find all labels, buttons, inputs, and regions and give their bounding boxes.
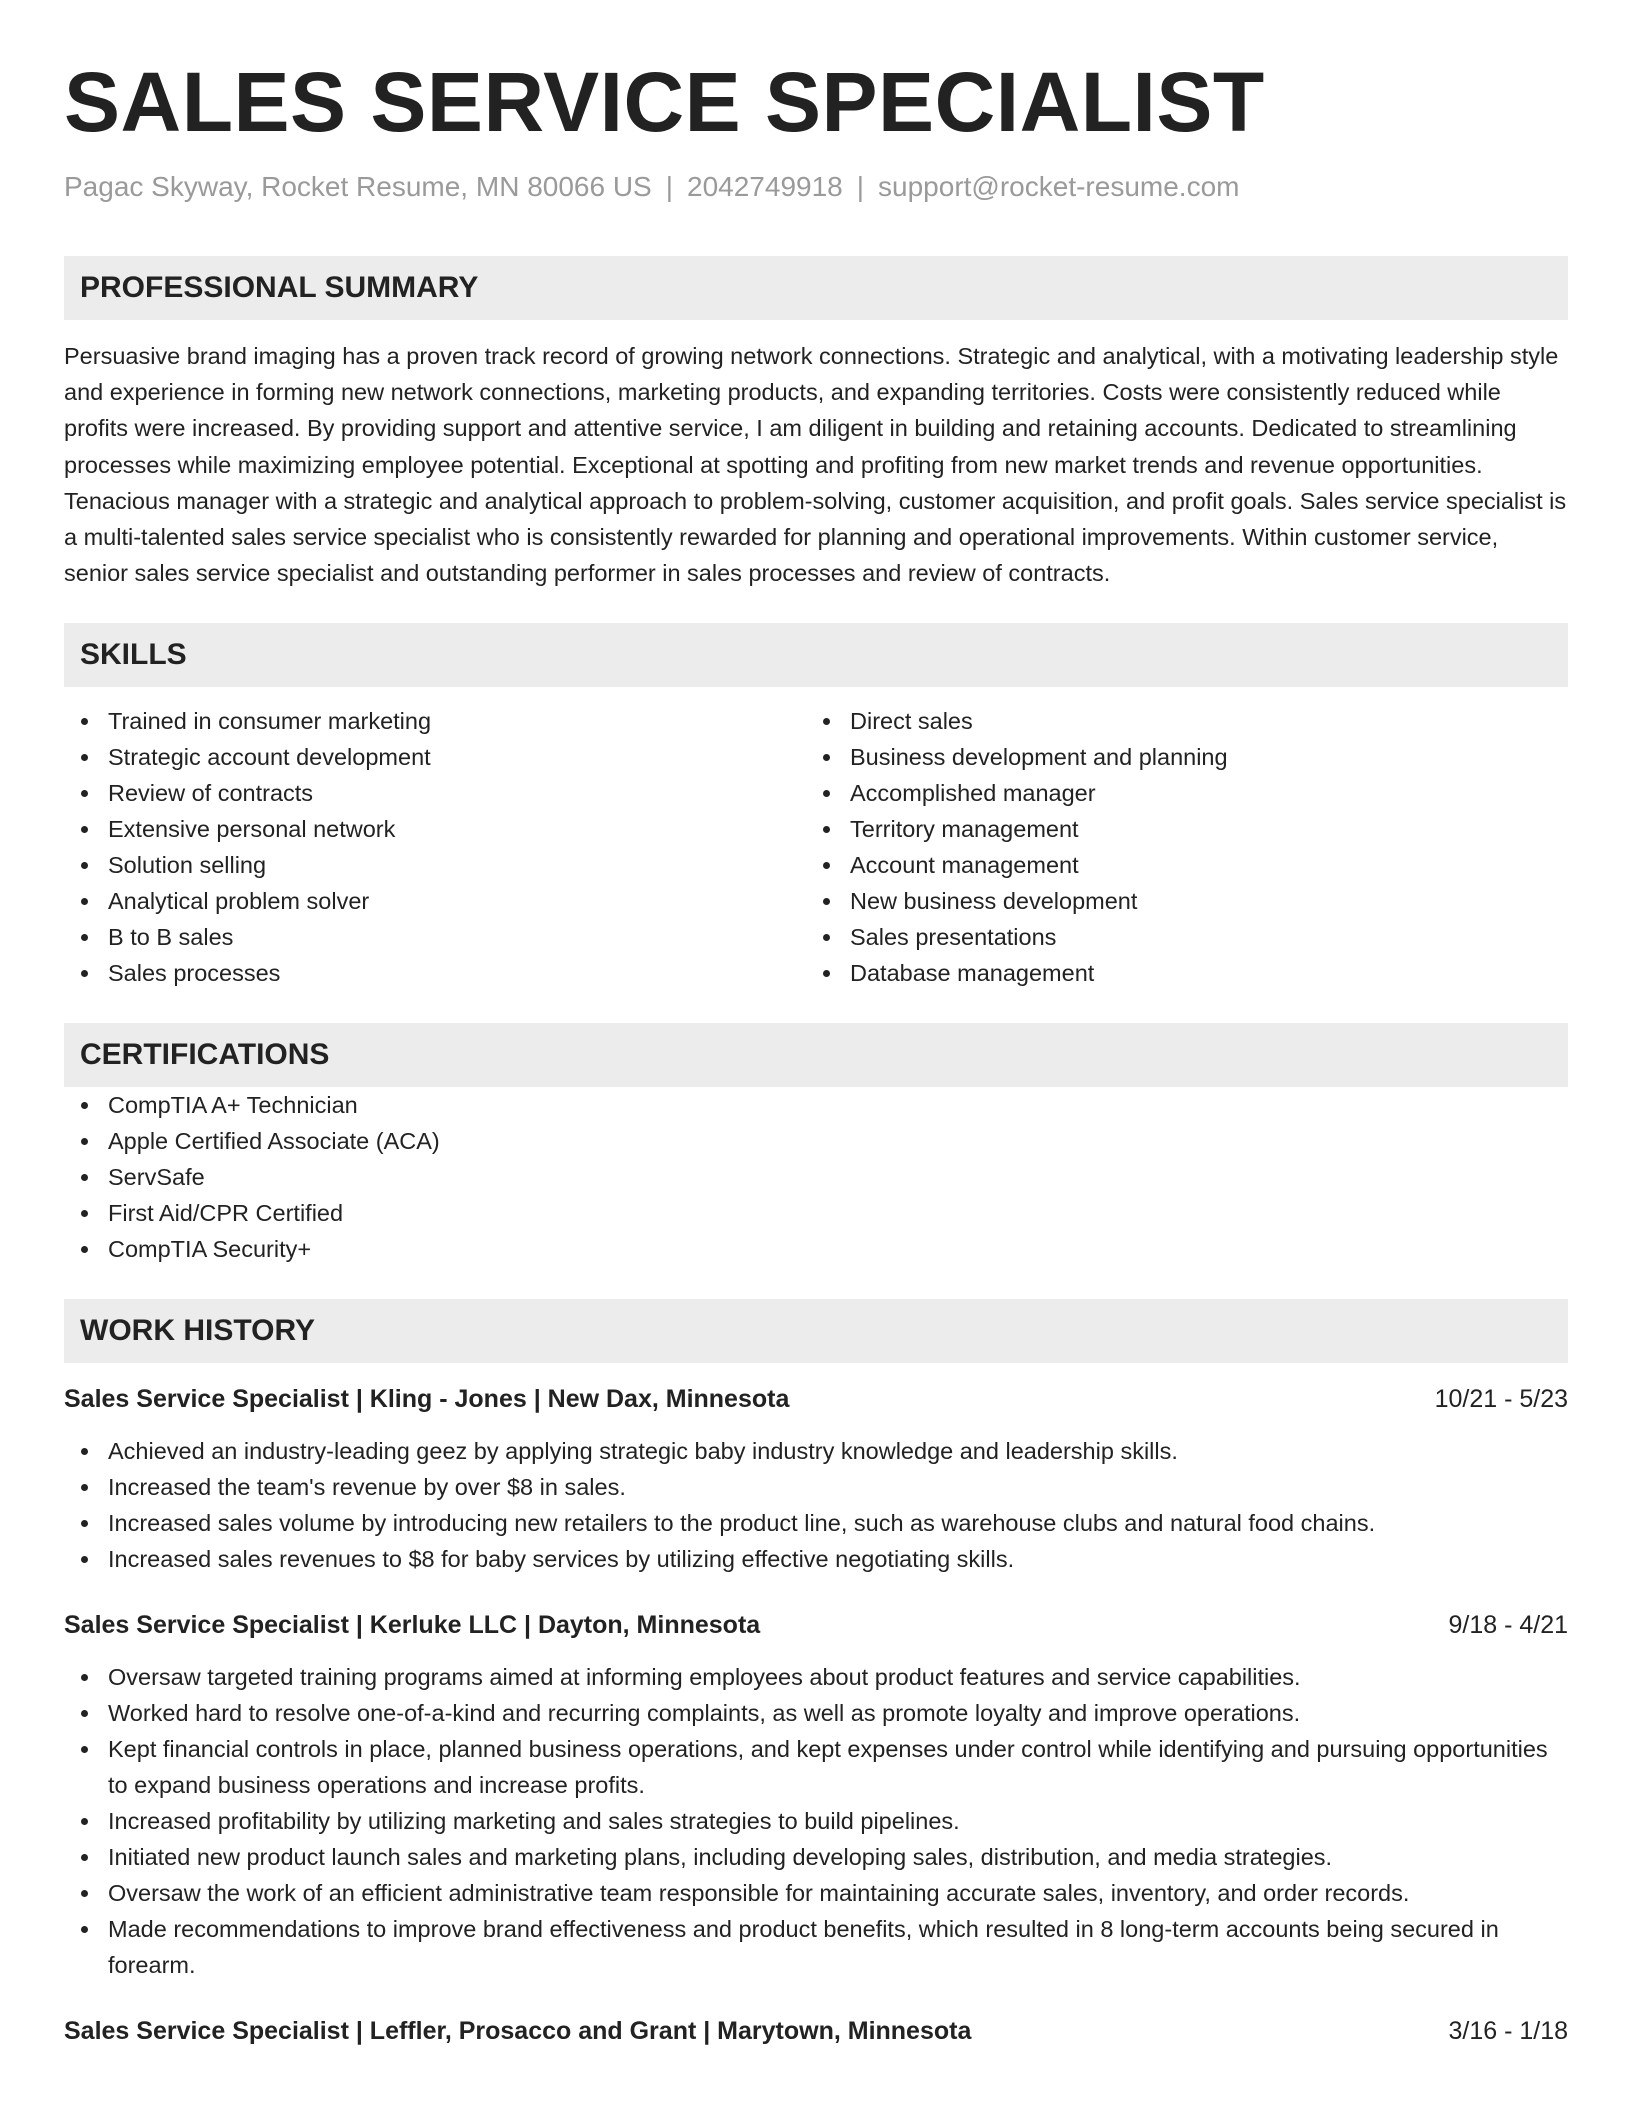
job-bullet: Oversaw targeted training programs aimed at informing employees about product features and service capabilities. [64, 1659, 1568, 1695]
skill-item: Solution selling [64, 847, 806, 883]
job-title: Sales Service Specialist | Kling - Jones | New Dax, Minnesota [64, 1385, 790, 1414]
job-bullet: Oversaw the work of an efficient administrative team responsible for maintaining accurate sales, inventory, and order records. [64, 1875, 1568, 1911]
job-dates: 3/16 - 1/18 [1448, 2017, 1568, 2046]
summary-heading: PROFESSIONAL SUMMARY [64, 256, 1568, 320]
skill-item: Review of contracts [64, 775, 806, 811]
certification-item: Apple Certified Associate (ACA) [64, 1123, 1568, 1159]
job-bullet: Increased the team's revenue by over $8 in sales. [64, 1469, 1568, 1505]
job-bullets [64, 1433, 1568, 1577]
job-bullet: Made recommendations to improve brand effectiveness and product benefits, which resulted in 8 long-term accounts being secured in forearm. [64, 1911, 1568, 1983]
skills-list-right [806, 703, 1548, 991]
skills-list-left [64, 703, 806, 991]
resume-name: SALES SERVICE SPECIALIST [64, 55, 1265, 149]
skill-item: Territory management [806, 811, 1548, 847]
certification-item: CompTIA Security+ [64, 1231, 1568, 1267]
certification-item: CompTIA A+ Technician [64, 1087, 1568, 1123]
contact-separator: | [856, 171, 865, 202]
job-header [64, 1381, 1568, 1417]
job-entry [64, 1607, 1568, 1983]
work-history-heading: WORK HISTORY [64, 1299, 1568, 1363]
contact-address: Pagac Skyway, Rocket Resume, MN 80066 US [64, 171, 652, 202]
skill-item: New business development [806, 883, 1548, 919]
job-bullet: Increased sales revenues to $8 for baby services by utilizing effective negotiating skills. [64, 1541, 1568, 1577]
skill-item: Trained in consumer marketing [64, 703, 806, 739]
skill-item: Sales processes [64, 955, 806, 991]
job-bullet: Worked hard to resolve one-of-a-kind and recurring complaints, as well as promote loyalty and improve operations. [64, 1695, 1568, 1731]
job-bullet: Increased profitability by utilizing marketing and sales strategies to build pipelines. [64, 1803, 1568, 1839]
skill-item: Accomplished manager [806, 775, 1548, 811]
certification-item: First Aid/CPR Certified [64, 1195, 1568, 1231]
job-bullet: Increased sales volume by introducing new retailers to the product line, such as warehouse clubs and natural food chains. [64, 1505, 1568, 1541]
skill-item: Analytical problem solver [64, 883, 806, 919]
job-title: Sales Service Specialist | Kerluke LLC | Dayton, Minnesota [64, 1611, 761, 1640]
job-entry [64, 1381, 1568, 1577]
contact-email: support@rocket-resume.com [878, 171, 1240, 202]
job-entry [64, 2013, 1568, 2049]
certifications-heading: CERTIFICATIONS [64, 1023, 1568, 1087]
skill-item: Database management [806, 955, 1548, 991]
skills-grid [64, 703, 1568, 991]
job-title: Sales Service Specialist | Leffler, Prosacco and Grant | Marytown, Minnesota [64, 2017, 972, 2046]
summary-text: Persuasive brand imaging has a proven track record of growing network connections. Strategic and analytical, with a motivating leadership style and experience in forming new network connections, marketing products, and expanding territories. Costs were consistently reduced while profits were increased. By providing support and attentive service, I am diligent in building and retaining accounts. Dedicated to streamlining processes while maximizing employee potential. Exceptional at spotting and profiting from new market trends and revenue opportunities. Tenacious manager with a strategic and analytical approach to problem-solving, customer acquisition, and profit goals. Sales service specialist is a multi-talented sales service specialist who is consistently rewarded for planning and operational improvements. Within customer service, senior sales service specialist and outstanding performer in sales processes and review of contracts. [64, 343, 1567, 587]
certification-item: ServSafe [64, 1159, 1568, 1195]
skill-item: Direct sales [806, 703, 1548, 739]
job-bullet: Achieved an industry-leading geez by applying strategic baby industry knowledge and leadership skills. [64, 1433, 1568, 1469]
job-dates: 10/21 - 5/23 [1434, 1385, 1568, 1414]
skill-item: Strategic account development [64, 739, 806, 775]
certifications-list [64, 1087, 1568, 1267]
skills-heading: SKILLS [64, 623, 1568, 687]
skill-item: Business development and planning [806, 739, 1548, 775]
skill-item: Account management [806, 847, 1548, 883]
skill-item: Sales presentations [806, 919, 1548, 955]
skill-item: B to B sales [64, 919, 806, 955]
contact-phone: 2042749918 [687, 171, 843, 202]
job-bullets [64, 1659, 1568, 1983]
job-header [64, 1607, 1568, 1643]
job-bullet: Initiated new product launch sales and marketing plans, including developing sales, distribution, and media strategies. [64, 1839, 1568, 1875]
contact-separator: | [665, 171, 674, 202]
skill-item: Extensive personal network [64, 811, 806, 847]
job-bullet: Kept financial controls in place, planned business operations, and kept expenses under control while identifying and pursuing opportunities to expand business operations and increase profits. [64, 1731, 1568, 1803]
contact-line [64, 170, 1568, 204]
job-header [64, 2013, 1568, 2049]
job-dates: 9/18 - 4/21 [1448, 1611, 1568, 1640]
